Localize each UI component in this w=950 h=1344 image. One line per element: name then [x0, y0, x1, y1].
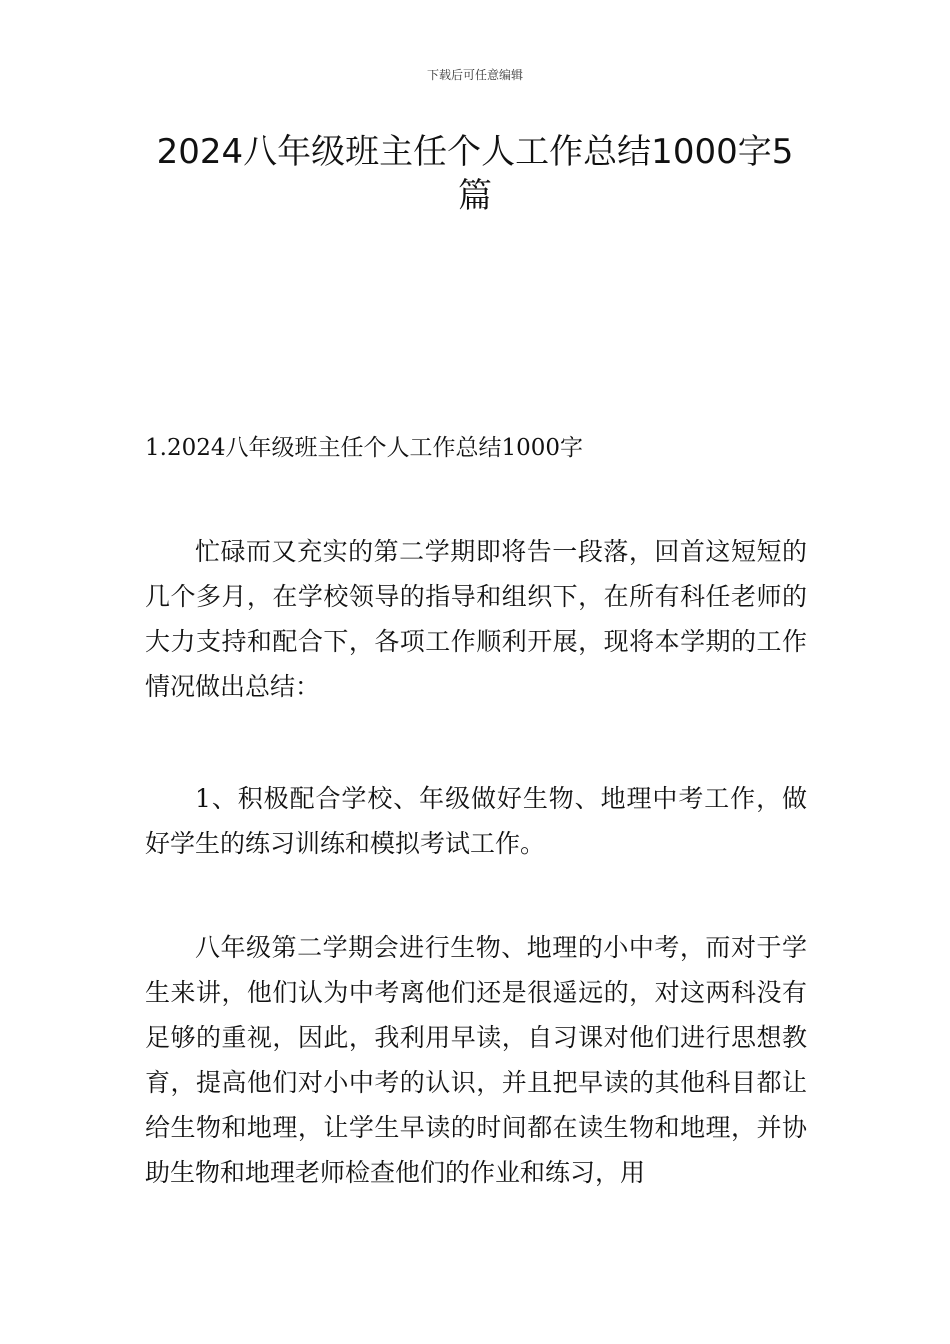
paragraph-intro: 忙碌而又充实的第二学期即将告一段落，回首这短短的几个多月，在学校领导的指导和组织下，在所有科任老师的大力支持和配合下，各项工作顺利开展，现将本学期的工作情况做出总结： — [145, 537, 807, 701]
document-title: 2024八年级班主任个人工作总结1000字5篇 — [156, 132, 794, 216]
header-note: 下载后可任意编辑 — [426, 68, 523, 82]
section-heading: 1.2024八年级班主任个人工作总结1000字 — [145, 435, 584, 461]
paragraph-point-1: 1、积极配合学校、年级做好生物、地理中考工作，做好学生的练习训练和模拟考试工作。 — [145, 784, 807, 858]
paragraph-detail: 八年级第二学期会进行生物、地理的小中考，而对于学生来讲，他们认为中考离他们还是很遥远的，对这两科没有足够的重视，因此，我利用早读，自习课对他们进行思想教育，提高他们对小中考的认识，并且把早读的其他科目都让给生物和地理，让学生早读的时间都在读生物和地理，并协助生物和地理老师检查他们的作业和练习，用 — [145, 933, 807, 1187]
